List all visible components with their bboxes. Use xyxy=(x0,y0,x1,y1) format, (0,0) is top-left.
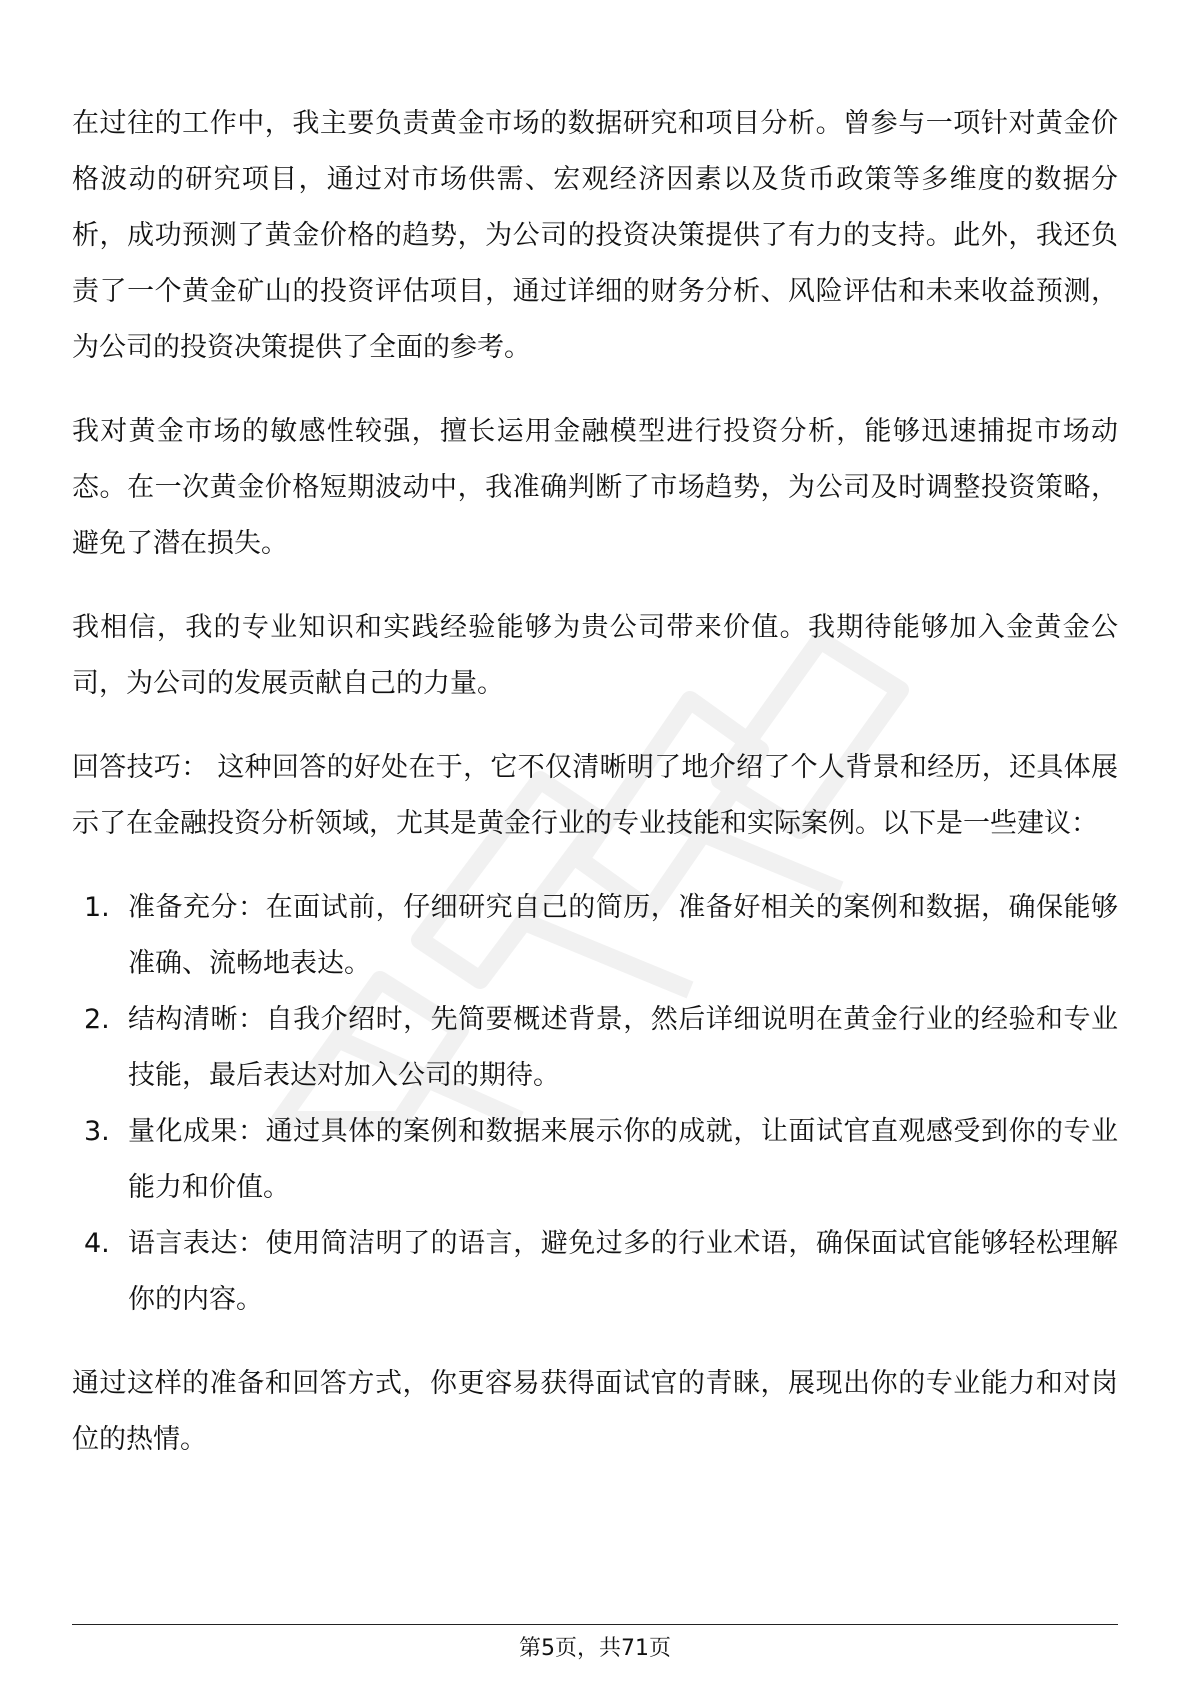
paragraph-closing: 通过这样的准备和回答方式，你更容易获得面试官的青睐，展现出你的专业能力和对岗位的热情。 xyxy=(72,1368,1118,1455)
list-item xyxy=(72,880,1118,992)
list-item xyxy=(72,992,1118,1104)
list-item xyxy=(72,1216,1118,1328)
list-item-text: 语言表达：使用简洁明了的语言，避免过多的行业术语，确保面试官能够轻松理解你的内容。 xyxy=(128,1228,1118,1315)
list-item-number: 4. xyxy=(84,1228,110,1259)
list-item-number: 2. xyxy=(84,1004,110,1035)
list-item-text: 量化成果：通过具体的案例和数据来展示你的成就，让面试官直观感受到你的专业能力和价值。 xyxy=(128,1116,1118,1203)
list-item-number: 3. xyxy=(84,1116,110,1147)
tips-list xyxy=(72,880,1118,1328)
list-item xyxy=(72,1104,1118,1216)
paragraph-experience: 在过往的工作中，我主要负责黄金市场的数据研究和项目分析。曾参与一项针对黄金价格波动的研究项目，通过对市场供需、宏观经济因素以及货币政策等多维度的数据分析，成功预测了黄金价格的趋势，为公司的投资决策提供了有力的支持。此外，我还负责了一个黄金矿山的投资评估项目，通过详细的财务分析、风险评估和未来收益预测，为公司的投资决策提供了全面的参考。 xyxy=(72,108,1118,363)
document-body xyxy=(72,96,1118,1496)
list-item-text: 准备充分：在面试前，仔细研究自己的简历，准备好相关的案例和数据，确保能够准确、流畅地表达。 xyxy=(128,892,1118,979)
list-item-text: 结构清晰：自我介绍时，先简要概述背景，然后详细说明在黄金行业的经验和专业技能，最后表达对加入公司的期待。 xyxy=(128,1004,1118,1091)
page-number: 第5页，共71页 xyxy=(519,1636,671,1661)
paragraph-value-statement: 我相信，我的专业知识和实践经验能够为贵公司带来价值。我期待能够加入金黄金公司，为公司的发展贡献自己的力量。 xyxy=(72,612,1118,699)
list-item-number: 1. xyxy=(84,892,110,923)
paragraph-market-sensitivity: 我对黄金市场的敏感性较强，擅长运用金融模型进行投资分析，能够迅速捕捉市场动态。在一次黄金价格短期波动中，我准确判断了市场趋势，为公司及时调整投资策略，避免了潜在损失。 xyxy=(72,416,1118,559)
paragraph-answer-tips-intro: 回答技巧： 这种回答的好处在于，它不仅清晰明了地介绍了个人背景和经历，还具体展示了在金融投资分析领域，尤其是黄金行业的专业技能和实际案例。以下是一些建议： xyxy=(72,752,1118,839)
footer-divider xyxy=(72,1624,1118,1625)
